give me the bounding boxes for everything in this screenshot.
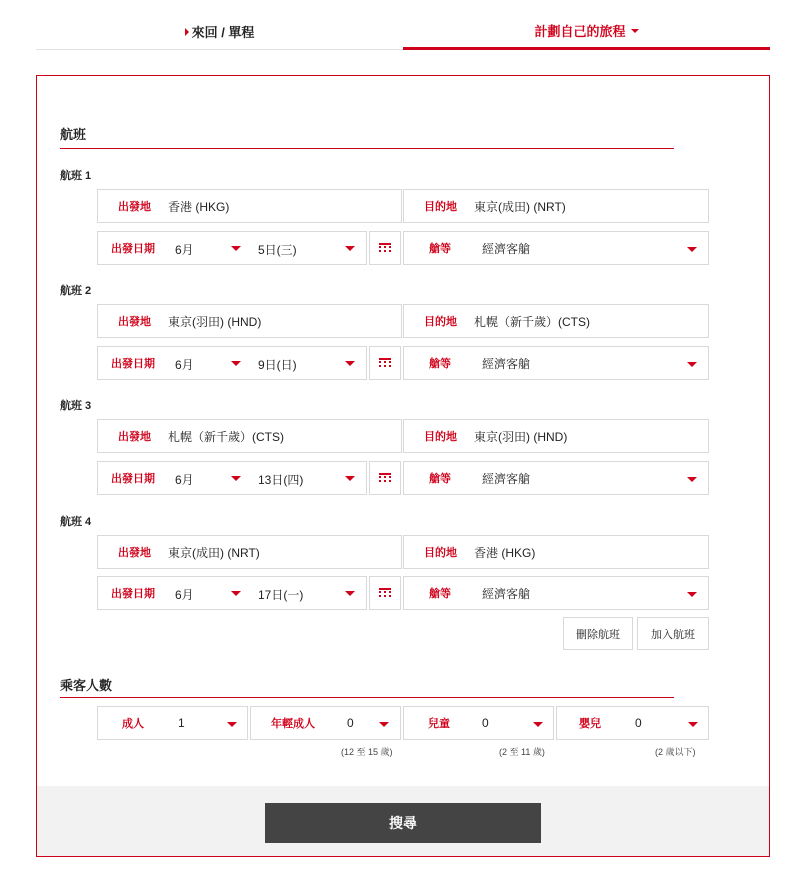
flight-1-destination-field[interactable] xyxy=(403,189,709,223)
flight-3-day-value: 13日(四) xyxy=(258,473,304,487)
flight-3-label: 航班 3 xyxy=(60,400,92,412)
chevron-down-icon xyxy=(227,722,237,727)
tab-multi-city[interactable] xyxy=(403,14,770,50)
flight-3-day-select[interactable] xyxy=(250,461,366,495)
destination-label: 目的地 xyxy=(424,316,457,328)
young-adult-value: 0 xyxy=(347,716,354,730)
passengers-section-title: 乘客人數 xyxy=(60,678,113,693)
chevron-down-icon xyxy=(345,361,355,366)
flight-1-cabin-value: 經濟客艙 xyxy=(482,241,531,256)
flight-3-month-value: 6月 xyxy=(175,473,194,487)
flight-4-destination-value: 香港 (HKG) xyxy=(474,545,536,560)
flight-3-cabin-value: 經濟客艙 xyxy=(482,471,531,486)
flight-2-destination-field[interactable] xyxy=(403,304,709,338)
arrow-right-icon xyxy=(185,28,189,36)
cabin-label: 艙等 xyxy=(429,243,451,255)
adult-label: 成人 xyxy=(122,718,144,730)
depart-date-label: 出發日期 xyxy=(111,243,155,255)
origin-label: 出發地 xyxy=(118,431,151,443)
infant-value: 0 xyxy=(635,716,642,730)
depart-date-label: 出發日期 xyxy=(111,473,155,485)
chevron-down-icon xyxy=(631,29,639,33)
chevron-down-icon xyxy=(345,476,355,481)
chevron-down-icon xyxy=(687,247,697,252)
origin-label: 出發地 xyxy=(118,201,151,213)
flight-2-label: 航班 2 xyxy=(60,285,92,297)
chevron-down-icon xyxy=(231,361,241,366)
tab-multi-city-label: 計劃自己的旅程 xyxy=(534,24,626,39)
search-button[interactable]: 搜尋 xyxy=(265,803,541,843)
flight-4-calendar-button[interactable] xyxy=(369,576,401,610)
flight-2-month-select[interactable] xyxy=(160,346,250,380)
chevron-down-icon xyxy=(687,477,697,482)
young-adult-label: 年輕成人 xyxy=(271,718,315,730)
young-adult-select[interactable] xyxy=(250,706,401,740)
adult-value: 1 xyxy=(178,716,185,730)
flight-3-month-select[interactable] xyxy=(160,461,250,495)
flight-1-calendar-button[interactable] xyxy=(369,231,401,265)
origin-label: 出發地 xyxy=(118,547,151,559)
flight-4-day-select[interactable] xyxy=(250,576,366,610)
flight-3-cabin-select[interactable] xyxy=(403,461,709,495)
chevron-down-icon xyxy=(231,246,241,251)
flight-1-label: 航班 1 xyxy=(60,170,92,182)
flight-3-destination-field[interactable] xyxy=(403,419,709,453)
flight-4-destination-field[interactable] xyxy=(403,535,709,569)
cabin-label: 艙等 xyxy=(429,588,451,600)
infant-select[interactable] xyxy=(556,706,709,740)
flight-1-day-select[interactable] xyxy=(250,231,366,265)
chevron-down-icon xyxy=(687,592,697,597)
infant-label: 嬰兒 xyxy=(579,718,601,730)
destination-label: 目的地 xyxy=(424,431,457,443)
flight-4-origin-value: 東京(成田) (NRT) xyxy=(168,545,260,560)
flight-3-origin-field[interactable] xyxy=(97,419,402,453)
chevron-down-icon xyxy=(533,722,543,727)
flight-2-cabin-select[interactable] xyxy=(403,346,709,380)
tab-round-trip[interactable] xyxy=(36,14,403,49)
young-adult-age-hint: (12 至 15 歲) xyxy=(341,747,393,757)
flight-3-destination-value: 東京(羽田) (HND) xyxy=(474,429,568,444)
adult-select[interactable] xyxy=(97,706,248,740)
infant-age-hint: (2 歲以下) xyxy=(655,747,696,757)
passengers-section-divider xyxy=(60,697,674,698)
flight-1-day-value: 5日(三) xyxy=(258,243,297,257)
tab-round-trip-label: 來回 / 單程 xyxy=(191,25,255,40)
calendar-icon xyxy=(379,358,391,369)
flight-4-label: 航班 4 xyxy=(60,516,92,528)
cabin-label: 艙等 xyxy=(429,473,451,485)
child-select[interactable] xyxy=(403,706,554,740)
flight-4-day-value: 17日(一) xyxy=(258,588,304,602)
add-flight-button[interactable]: 加入航班 xyxy=(637,617,709,650)
child-age-hint: (2 至 11 歲) xyxy=(499,747,545,757)
flight-4-cabin-value: 經濟客艙 xyxy=(482,586,531,601)
origin-label: 出發地 xyxy=(118,316,151,328)
trip-type-tabs xyxy=(36,14,770,50)
flight-2-cabin-value: 經濟客艙 xyxy=(482,356,531,371)
flight-2-day-select[interactable] xyxy=(250,346,366,380)
flight-2-origin-field[interactable] xyxy=(97,304,402,338)
flights-section-divider xyxy=(60,148,674,149)
flight-1-month-select[interactable] xyxy=(160,231,250,265)
child-value: 0 xyxy=(482,716,489,730)
destination-label: 目的地 xyxy=(424,201,457,213)
flight-2-origin-value: 東京(羽田) (HND) xyxy=(168,314,262,329)
flight-2-calendar-button[interactable] xyxy=(369,346,401,380)
flight-2-month-value: 6月 xyxy=(175,358,194,372)
depart-date-label: 出發日期 xyxy=(111,358,155,370)
cabin-label: 艙等 xyxy=(429,358,451,370)
calendar-icon xyxy=(379,588,391,599)
calendar-icon xyxy=(379,243,391,254)
flight-4-month-select[interactable] xyxy=(160,576,250,610)
flight-2-day-value: 9日(日) xyxy=(258,358,297,372)
flight-4-origin-field[interactable] xyxy=(97,535,402,569)
chevron-down-icon xyxy=(379,722,389,727)
chevron-down-icon xyxy=(688,722,698,727)
chevron-down-icon xyxy=(231,476,241,481)
chevron-down-icon xyxy=(345,246,355,251)
flight-4-cabin-select[interactable] xyxy=(403,576,709,610)
calendar-icon xyxy=(379,473,391,484)
flight-1-cabin-select[interactable] xyxy=(403,231,709,265)
flight-4-month-value: 6月 xyxy=(175,588,194,602)
destination-label: 目的地 xyxy=(424,547,457,559)
child-label: 兒童 xyxy=(428,718,450,730)
flight-1-origin-value: 香港 (HKG) xyxy=(168,199,230,214)
flights-section-title: 航班 xyxy=(60,127,87,142)
chevron-down-icon xyxy=(687,362,697,367)
flight-1-origin-field[interactable] xyxy=(97,189,402,223)
flight-1-destination-value: 東京(成田) (NRT) xyxy=(474,199,566,214)
chevron-down-icon xyxy=(345,591,355,596)
flight-2-destination-value: 札幌（新千歲）(CTS) xyxy=(474,314,590,329)
flight-3-calendar-button[interactable] xyxy=(369,461,401,495)
flight-1-month-value: 6月 xyxy=(175,243,194,257)
flight-3-origin-value: 札幌（新千歲）(CTS) xyxy=(168,429,284,444)
remove-flight-button[interactable]: 刪除航班 xyxy=(563,617,633,650)
chevron-down-icon xyxy=(231,591,241,596)
depart-date-label: 出發日期 xyxy=(111,588,155,600)
